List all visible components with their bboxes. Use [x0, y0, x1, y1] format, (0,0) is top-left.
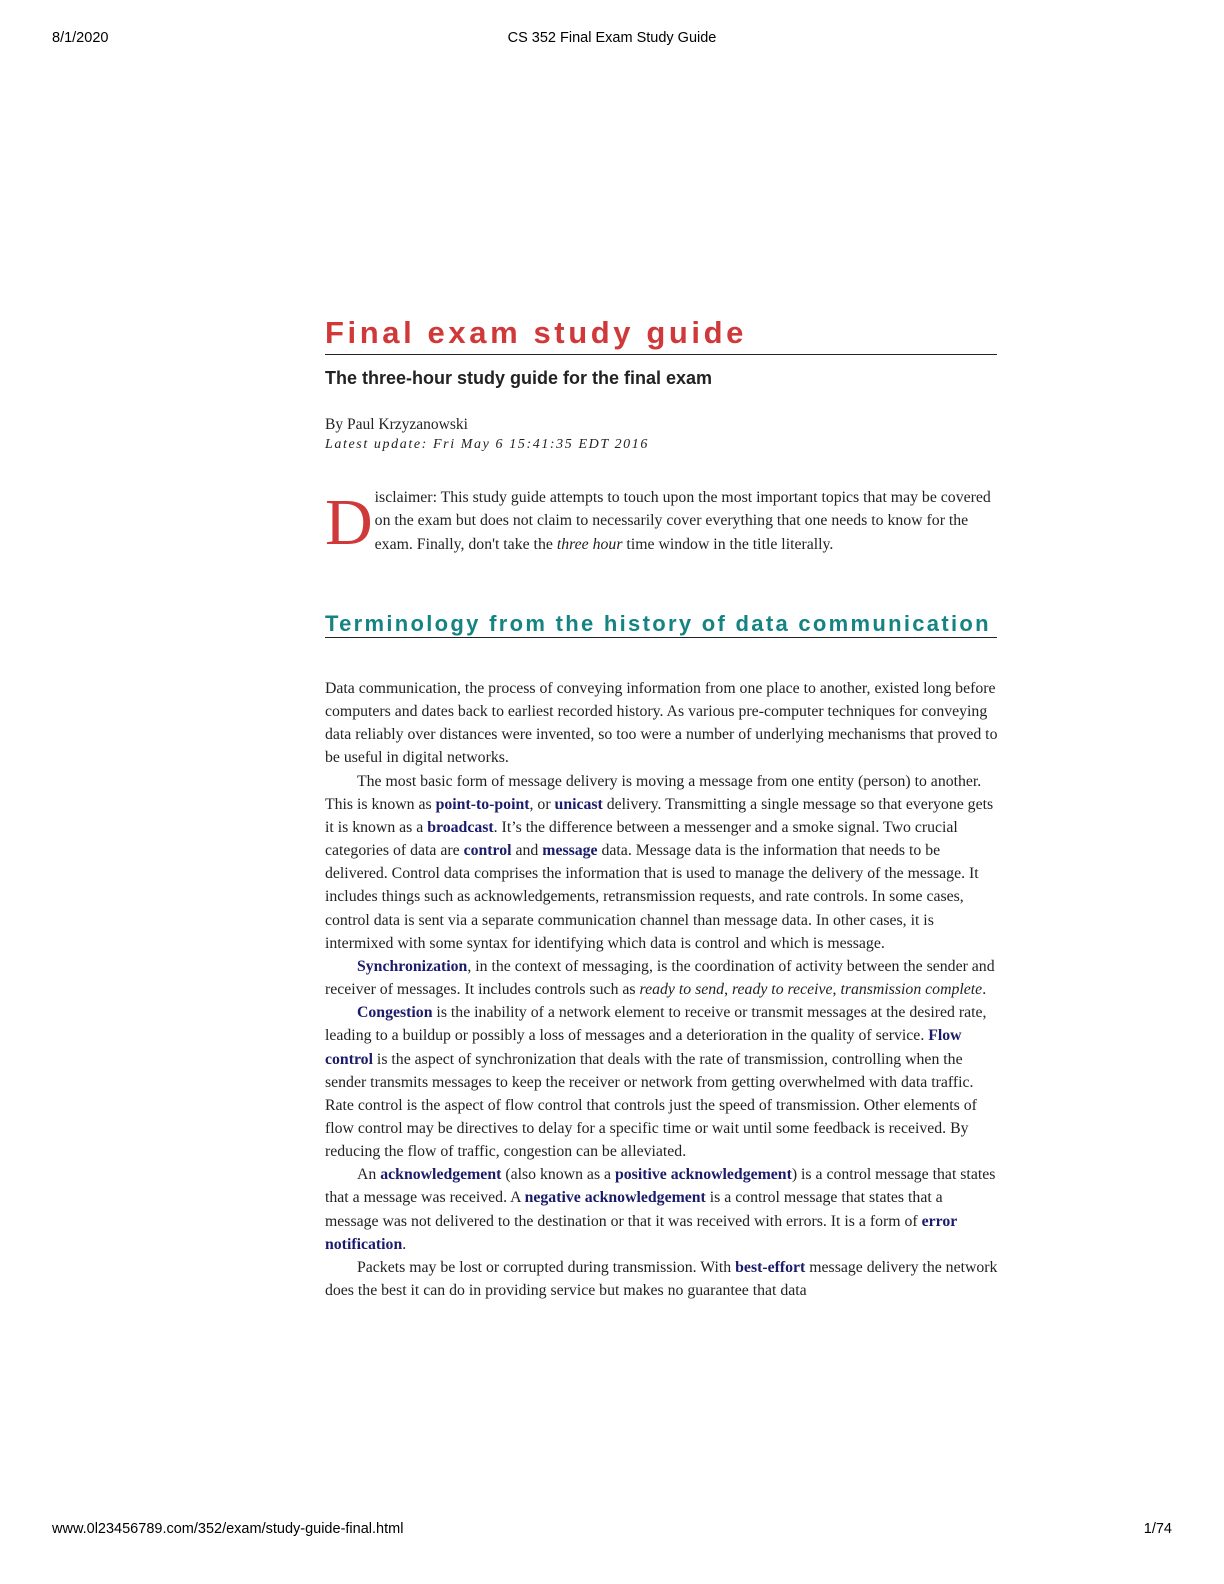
term-acknowledgement: acknowledgement: [380, 1166, 502, 1184]
term-flow-control: Flow control: [325, 1027, 962, 1068]
term-best-effort: best-effort: [735, 1258, 806, 1276]
print-header-title: CS 352 Final Exam Study Guide: [507, 30, 717, 46]
text: is the aspect of synchronization that deals with the rate of transmission, controlling when the sender transmits messages to keep the receiver or network from getting overwhelmed with data traffic. Rate control is the aspect of flow control that controls just the speed of transmission. Other elements of flow control may be directives to delay for a specific time or wait until some feedback is received. By reducing the flow of traffic, congestion can be alleviated.: [325, 1050, 977, 1161]
author-byline: By Paul Krzyzanowski: [325, 416, 468, 433]
text: . It’s the difference between a messenger and a smoke signal. Two crucial categories of data are: [325, 818, 958, 860]
text: ) is a control message that states that a message was received. A: [325, 1166, 996, 1207]
text: .: [402, 1235, 407, 1253]
text: message delivery the network does the best it can do in providing service but makes no guarantee that data: [325, 1258, 998, 1300]
paragraph: [325, 1256, 999, 1302]
print-footer-url: www.0l23456789.com/352/exam/study-guide-final.html: [52, 1521, 404, 1537]
text: ,: [832, 981, 841, 999]
text: .: [982, 981, 987, 999]
paragraph: [325, 770, 999, 955]
emphasis: transmission complete: [840, 981, 983, 999]
print-header-date: 8/1/2020: [52, 30, 109, 46]
text: is a control message that states that a message was not delivered to the destination or that it was received with errors. It is a form of: [325, 1189, 943, 1230]
disclaimer-text: isclaimer: This study guide attempts to touch upon the most important topics that may be covered on the exam but does not claim to necessarily cover everything that one needs to know for the exam. Finally, don't take the: [374, 489, 991, 553]
emphasis: ready to send: [639, 981, 725, 999]
term-broadcast: broadcast: [427, 818, 494, 836]
text: ,: [724, 981, 732, 999]
section-heading: Terminology from the history of data communication: [325, 610, 997, 638]
text: An: [357, 1166, 381, 1184]
last-update: Latest update: Fri May 6 15:41:35 EDT 2016: [325, 437, 649, 452]
disclaimer-emphasis: three hour: [556, 535, 623, 553]
term-error-notification: error notification: [325, 1212, 957, 1253]
text: Packets may be lost or corrupted during transmission. With: [357, 1258, 736, 1276]
section-body: [325, 677, 999, 1302]
term-point-to-point: point-to-point: [435, 795, 530, 813]
dropcap-letter: D: [325, 486, 373, 559]
text: delivery. Transmitting a single message so that everyone gets it is known as a: [325, 795, 994, 836]
term-synchronization: Synchronization: [357, 957, 468, 975]
paragraph: Data communication, the process of conveying information from one place to another, existed long before computers and dates back to earliest recorded history. As various pre-computer techniques for conveying data reliably over distances were invented, so too were a number of underlying mechanisms that proved to be useful in digital networks.: [325, 680, 998, 767]
page-subtitle: The three-hour study guide for the final exam: [325, 368, 713, 388]
text: , in the context of messaging, is the coordination of activity between the sender and receiver of messages. It includes controls such as: [325, 957, 995, 999]
emphasis: ready to receive: [731, 981, 833, 999]
term-control: control: [463, 842, 512, 860]
text: is the inability of a network element to receive or transmit messages at the desired rate, leading to a buildup or possibly a loss of messages and a deterioration in the quality of service.: [325, 1004, 987, 1045]
term-negative-acknowledgement: negative acknowledgement: [524, 1189, 706, 1207]
term-unicast: unicast: [554, 795, 603, 813]
term-congestion: Congestion: [357, 1004, 433, 1022]
term-positive-acknowledgement: positive acknowledgement: [615, 1166, 792, 1184]
term-message: message: [542, 842, 598, 860]
disclaimer: [325, 486, 997, 559]
disclaimer-text-end: time window in the title literally.: [622, 535, 834, 553]
paragraph: [325, 955, 999, 1001]
text: and: [511, 842, 543, 860]
text: The most basic form of message delivery is moving a message from one entity (person) to another. This is known as: [325, 772, 982, 813]
text: data. Message data is the information that needs to be delivered. Control data comprises the information that is used to manage the delivery of the message. It includes things such as acknowledgements, retransmission requests, and rate controls. In some cases, control data is sent via a separate communication channel than message data. In other cases, it is intermixed with some syntax for identifying which data is control and which is message.: [325, 842, 979, 952]
print-footer-page-number: 1/74: [1143, 1521, 1172, 1537]
text: , or: [529, 795, 555, 813]
paragraph: [325, 1163, 999, 1256]
page-title: Final exam study guide: [325, 314, 997, 355]
text: (also known as a: [501, 1166, 615, 1184]
paragraph: [325, 1001, 999, 1163]
